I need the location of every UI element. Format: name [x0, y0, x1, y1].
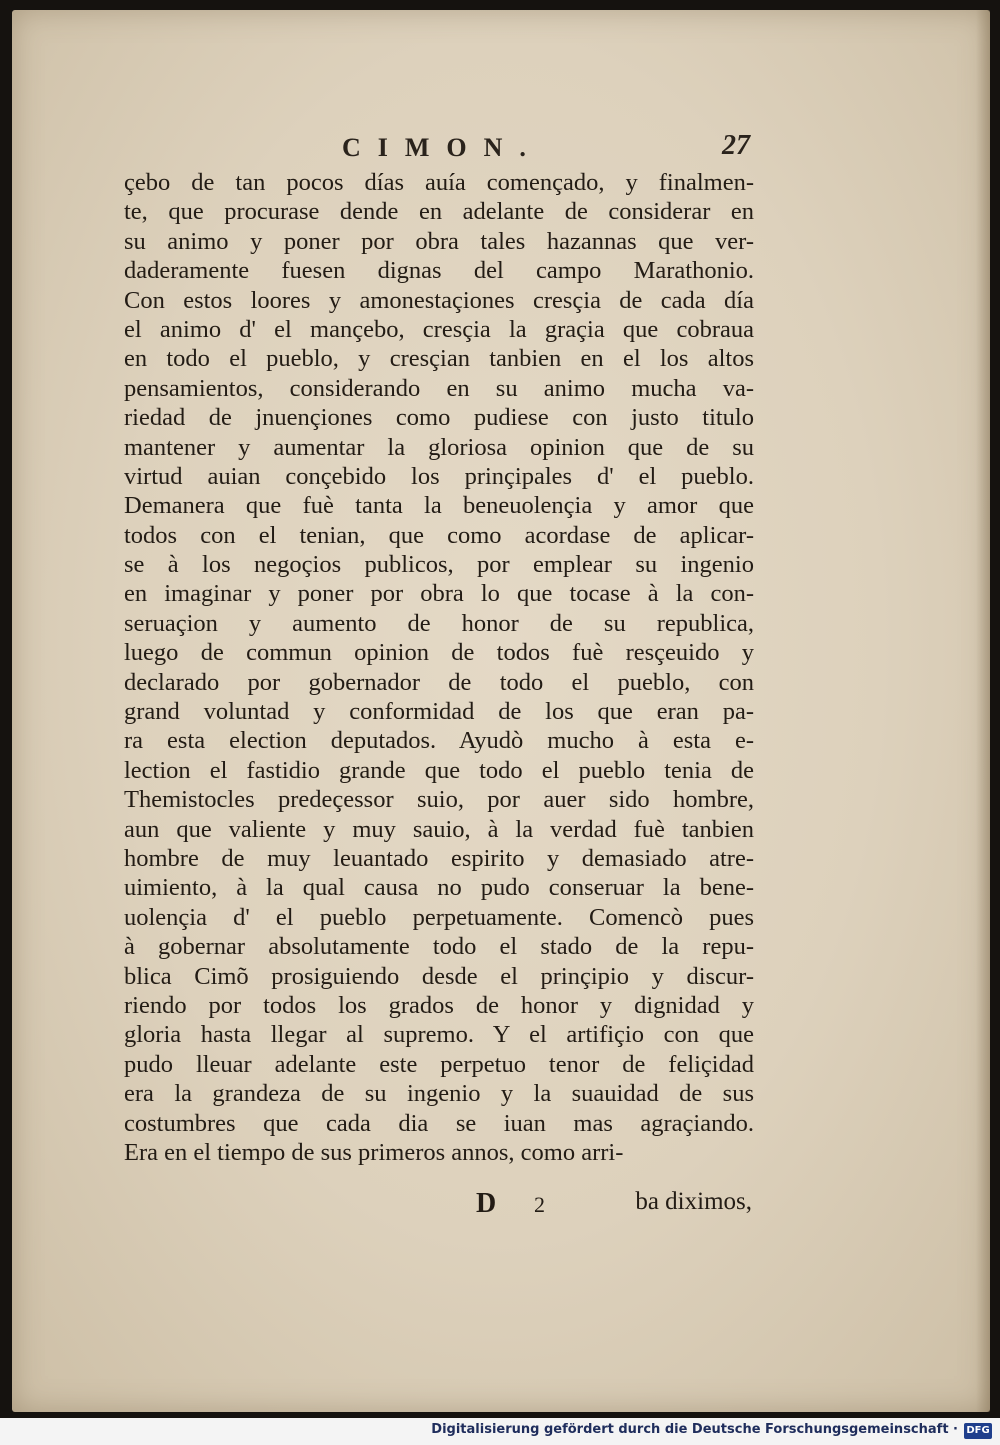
text-line: te, que procurase dende en adelante de considerar en — [124, 198, 754, 226]
text-line: uolençia d' el pueblo perpetuamente. Comencò pues — [124, 903, 754, 931]
footer-credit-text: Digitalisierung gefördert durch die Deutsche Forschungsgemeinschaft · — [431, 1422, 958, 1437]
text-line: hombre de muy leuantado espirito y demasiado atre- — [124, 844, 754, 872]
text-line: blica Cimõ prosiguiendo desde el prinçipio y discur- — [124, 962, 754, 990]
text-line: ra esta election deputados. Ayudò mucho à esta e- — [124, 727, 754, 755]
text-line: virtud auian conçebido los prinçipales d' el pueblo. — [124, 462, 754, 490]
text-line: daderamente fuesen dignas del campo Marathonio. — [124, 257, 754, 285]
text-line: declarado por gobernador de todo el pueblo, con — [124, 668, 754, 696]
text-line: Demanera que fuè tanta la beneuolençia y amor que — [124, 492, 754, 520]
dfg-logo-icon: DFG — [964, 1423, 992, 1439]
text-line: su animo y poner por obra tales hazannas que ver- — [124, 227, 754, 255]
text-line: seruaçion y aumento de honor de su republica, — [124, 609, 754, 637]
page-number: 27 — [722, 130, 750, 161]
text-line: lection el fastidio grande que todo el pueblo tenia de — [124, 756, 754, 784]
text-line: riedad de jnuençiones como pudiese con justo titulo — [124, 404, 754, 432]
text-line: costumbres que cada dia se iuan mas agraçiando. — [124, 1109, 754, 1137]
text-line: mantener y aumentar la gloriosa opinion que de su — [124, 433, 754, 461]
text-line: pudo lleuar adelante este perpetuo tenor de feliçidad — [124, 1050, 754, 1078]
page-footer-line — [124, 1188, 754, 1222]
text-line: à gobernar absolutamente todo el stado de la repu- — [124, 933, 754, 961]
text-line: Con estos loores y amonestaçiones cresçia de cada día — [124, 286, 754, 314]
text-line: se à los negoçios publicos, por emplear su ingenio — [124, 551, 754, 579]
text-line: çebo de tan pocos días auía començado, y finalmen- — [124, 169, 754, 196]
page-edge-shadow — [976, 10, 990, 1412]
digitization-footer — [0, 1418, 1000, 1445]
catchword: ba diximos, — [635, 1188, 752, 1215]
text-line: Themistocles predeçessor suio, por auer sido hombre, — [124, 786, 754, 814]
text-line: Era en el tiempo de sus primeros annos, como arri- — [124, 1138, 624, 1166]
body-text — [124, 168, 754, 1167]
text-line: gloria hasta llegar al supremo. Y el artifiçio con que — [124, 1021, 754, 1049]
text-line: era la grandeza de su ingenio y la suauidad de sus — [124, 1080, 754, 1108]
text-line: pensamientos, considerando en su animo mucha va- — [124, 374, 754, 402]
text-line: todos con el tenian, que como acordase de aplicar- — [124, 521, 754, 549]
text-line: luego de commun opinion de todos fuè resçeuido y — [124, 639, 754, 667]
text-line: aun que valiente y muy sauio, à la verdad fuè tanbien — [124, 815, 754, 843]
text-line: el animo d' el mançebo, cresçia la graçia que cobraua — [124, 315, 754, 343]
running-head-title: CIMON. — [342, 133, 543, 162]
text-line: uimiento, à la qual causa no pudo conseruar la bene- — [124, 874, 754, 902]
text-line: grand voluntad y conformidad de los que eran pa- — [124, 698, 754, 726]
signature-mark: D — [476, 1188, 497, 1219]
running-head — [330, 127, 750, 167]
signature-number: 2 — [534, 1192, 545, 1217]
text-line: en todo el pueblo, y cresçian tanbien en el los altos — [124, 345, 754, 373]
text-line: riendo por todos los grados de honor y dignidad y — [124, 991, 754, 1019]
text-line: en imaginar y poner por obra lo que tocase à la con- — [124, 580, 754, 608]
